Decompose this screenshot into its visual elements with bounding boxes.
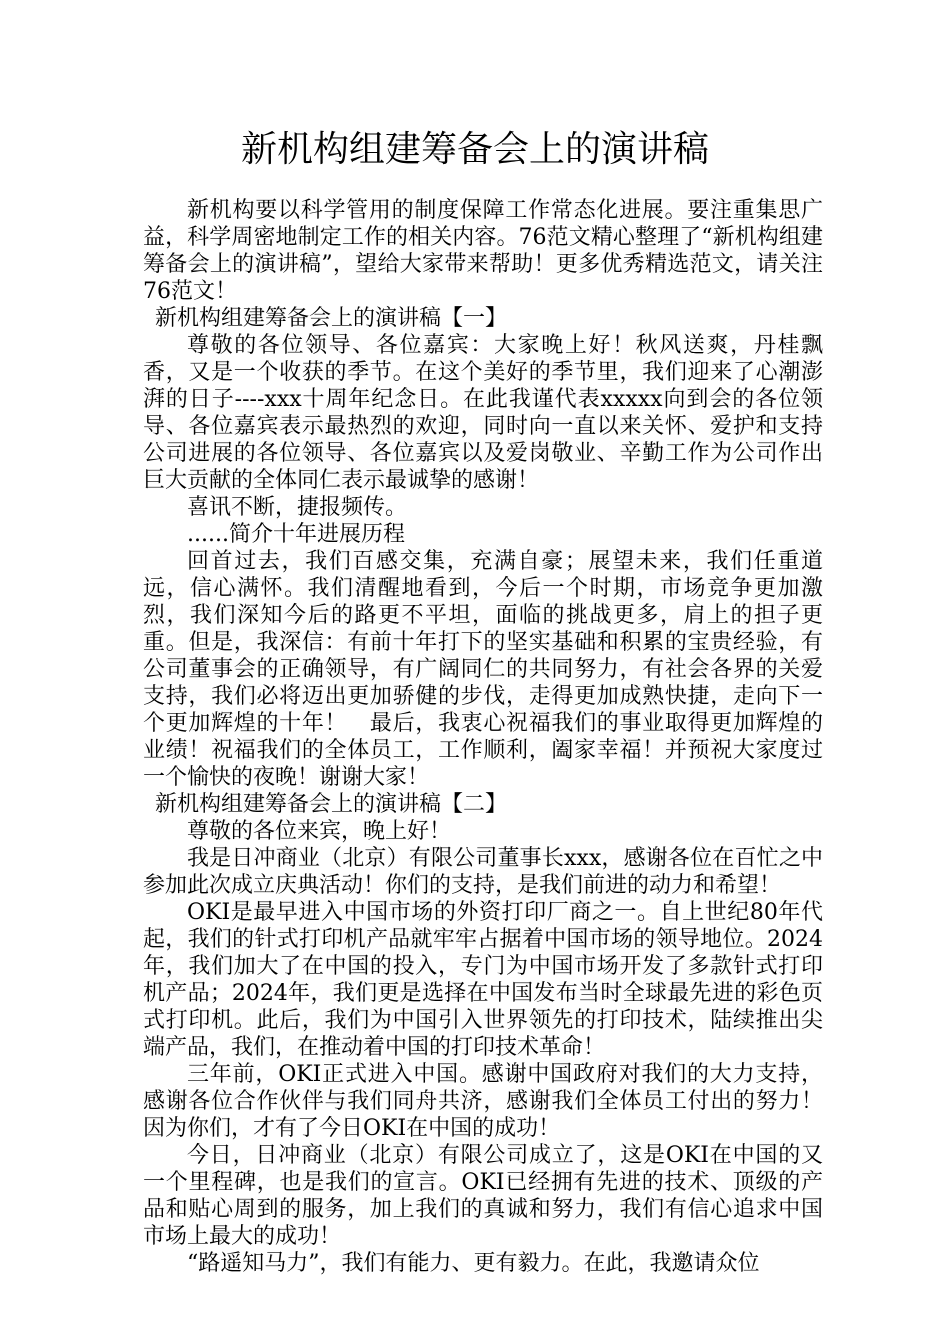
paragraph: 喜讯不断，捷报频传。	[187, 495, 408, 520]
page-title: 新机构组建筹备会上的演讲稿	[240, 129, 709, 170]
paragraph: 尊敬的各位领导、各位嘉宾：大家晚上好！秋风送爽，丹桂飘香，又是一个收获的季节。在这个美好的季节里，我们迎来了心潮澎湃的日子----xxx十周年纪念日。在此我谨代表xxxxx向到会的各位领导、各位嘉宾表示最热烈的欢迎，同时向一直以来关怀、爱护和支持公司进展的各位领导、各位嘉宾以及爱岗敬业、辛勤工作为公司作出巨大贡献的全体同仁表示最诚挚的感谢！	[143, 333, 823, 493]
paragraph: 我是日冲商业（北京）有限公司董事长xxx，感谢各位在百忙之中参加此次成立庆典活动！你们的支持，是我们前进的动力和希望！	[143, 846, 823, 898]
paragraph-intro: 新机构要以科学管用的制度保障工作常态化进展。要注重集思广益，科学周密地制定工作的相关内容。76范文精心整理了“新机构组建筹备会上的演讲稿”，望给大家带来帮助！更多优秀精选范文，请关注76范文！	[143, 198, 823, 304]
paragraph: 今日，日冲商业（北京）有限公司成立了，这是OKI在中国的又一个里程碑，也是我们的宣言。OKI已经拥有先进的技术、顶级的产品和贴心周到的服务，加上我们的真诚和努力，我们有信心追求中国市场上最大的成功！	[143, 1143, 823, 1249]
paragraph: 三年前，OKI正式进入中国。感谢中国政府对我们的大力支持，感谢各位合作伙伴与我们同舟共济，感谢我们全体员工付出的努力！因为你们，才有了今日OKI在中国的成功！	[143, 1062, 823, 1141]
paragraph: 尊敬的各位来宾，晚上好！	[187, 819, 452, 844]
paragraph: OKI是最早进入中国市场的外资打印厂商之一。自上世纪80年代起，我们的针式打印机产品就牢牢占据着中国市场的领导地位。2024年，我们加大了在中国的投入，专门为中国市场开发了多款针式打印机产品；2024年，我们更是选择在中国发布当时全球最先进的彩色页式打印机。此后，我们为中国引入世界领先的打印技术，陆续推出尖端产品，我们，在推动着中国的打印技术革命！	[143, 900, 823, 1060]
paragraph: “路遥知马力”，我们有能力、更有毅力。在此，我邀请众位	[187, 1251, 760, 1276]
section-heading-one: 新机构组建筹备会上的演讲稿【一】	[155, 306, 508, 331]
section-heading-two: 新机构组建筹备会上的演讲稿【二】	[155, 792, 508, 817]
document-body	[143, 197, 823, 1277]
paragraph: ......简介十年进展历程	[187, 522, 405, 547]
paragraph: 回首过去，我们百感交集，充满自豪；展望未来，我们任重道远，信心满怀。我们清醒地看到，今后一个时期，市场竞争更加激烈，我们深知今后的路更不平坦，面临的挑战更多，肩上的担子更重。但是，我深信：有前十年打下的坚实基础和积累的宝贵经验，有公司董事会的正确领导，有广阔同仁的共同努力，有社会各界的关爱支持，我们必将迈出更加骄健的步伐，走得更加成熟快捷，走向下一个更加辉煌的十年！ 最后，我衷心祝福我们的事业取得更加辉煌的业绩！祝福我们的全体员工，工作顺利，阖家幸福！并预祝大家度过一个愉快的夜晚！谢谢大家！	[143, 549, 823, 790]
